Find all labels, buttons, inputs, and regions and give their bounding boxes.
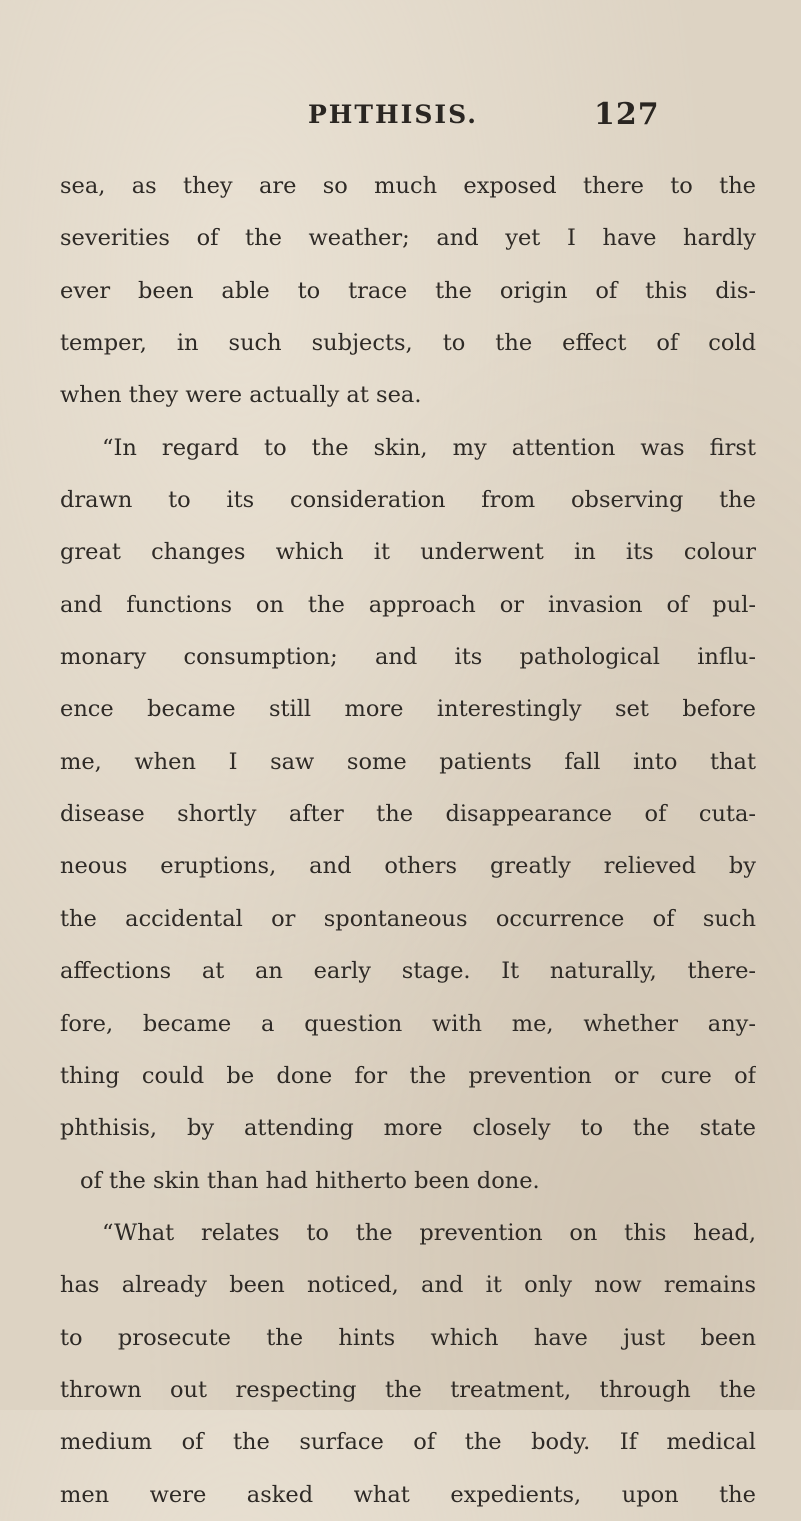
- text-line: has already been noticed, and it only now remains: [60, 1272, 756, 1299]
- text-line: medium of the surface of the body. If medical: [60, 1429, 756, 1456]
- text-line: of the skin than had hitherto been done.: [80, 1167, 540, 1194]
- text-line: temper, in such subjects, to the effect of cold: [60, 330, 756, 357]
- body-text: [60, 160, 756, 1521]
- running-head: [308, 97, 708, 140]
- text-line: the accidental or spontaneous occurrence of such: [60, 905, 756, 932]
- text-line: phthisis, by attending more closely to the state: [60, 1115, 756, 1142]
- paragraph-start-line: “In regard to the skin, my attention was first: [102, 434, 756, 461]
- text-line: sea, as they are so much exposed there to the: [60, 173, 756, 199]
- text-line: monary consumption; and its pathological influ-: [60, 644, 756, 671]
- text-line: affections at an early stage. It naturally, there-: [60, 958, 756, 985]
- text-line: and functions on the approach or invasion of pul-: [60, 591, 756, 618]
- text-line: ence became still more interestingly set before: [60, 696, 756, 723]
- paragraph-start-line: “What relates to the prevention on this head,: [102, 1219, 756, 1246]
- text-line: men were asked what expedients, upon the: [60, 1481, 756, 1508]
- text-line: great changes which it underwent in its colour: [60, 539, 756, 566]
- text-line: thrown out respecting the treatment, through the: [60, 1376, 756, 1403]
- text-line: when they were actually at sea.: [60, 382, 422, 409]
- text-line: ever been able to trace the origin of this dis-: [60, 277, 756, 304]
- text-line: thing could be done for the prevention or cure of: [60, 1062, 756, 1089]
- page-number: 127: [594, 97, 660, 132]
- text-line: fore, became a question with me, whether any-: [60, 1010, 756, 1037]
- running-title: PHTHISIS.: [308, 100, 478, 129]
- text-line: drawn to its consideration from observing the: [60, 487, 756, 514]
- text-line: neous eruptions, and others greatly relieved by: [60, 853, 756, 880]
- text-line: disease shortly after the disappearance of cuta-: [60, 801, 756, 828]
- text-line: severities of the weather; and yet I have hardly: [60, 225, 756, 252]
- text-line: me, when I saw some patients fall into that: [60, 748, 756, 775]
- text-line: to prosecute the hints which have just been: [60, 1324, 756, 1351]
